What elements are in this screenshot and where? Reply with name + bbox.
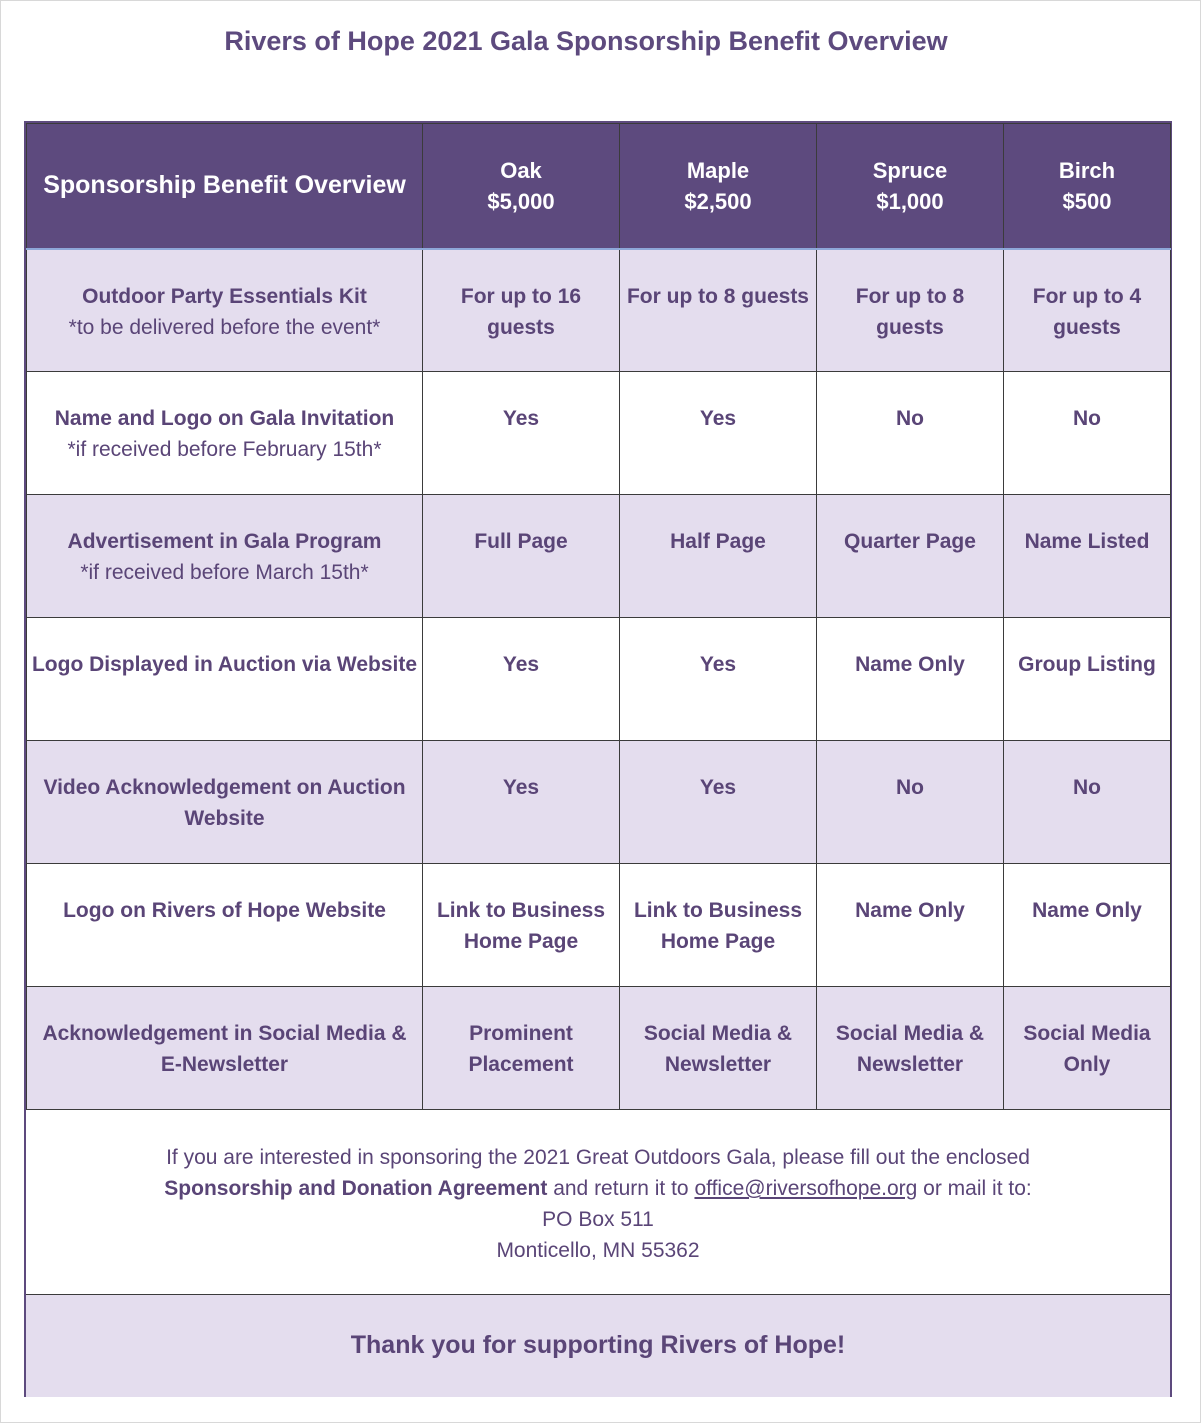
benefit-note: *if received before February 15th*: [67, 438, 382, 461]
thank-you-banner: Thank you for supporting Rivers of Hope!: [26, 1295, 1170, 1397]
value-cell: For up to 4 guests: [1004, 249, 1171, 372]
value-cell: Half Page: [620, 495, 817, 618]
value-cell: Yes: [423, 618, 620, 741]
email-link[interactable]: office@riversofhope.org: [694, 1177, 918, 1200]
table-row: [27, 618, 1171, 741]
value-cell: No: [1004, 372, 1171, 495]
table-row: [27, 987, 1171, 1110]
value-cell: No: [1004, 741, 1171, 864]
benefit-label: Logo on Rivers of Hope Website: [63, 899, 386, 922]
benefit-cell: [27, 987, 423, 1110]
contact-section: [26, 1110, 1170, 1295]
tier-price: $500: [1062, 188, 1112, 214]
value-cell: For up to 8 guests: [817, 249, 1004, 372]
tier-name: Maple: [686, 157, 750, 183]
tier-price: $5,000: [487, 188, 555, 214]
benefit-cell: [27, 495, 423, 618]
value-cell: Yes: [620, 372, 817, 495]
table-header-row: [27, 124, 1171, 249]
benefit-label: Video Acknowledgement on Auction Website: [43, 776, 406, 830]
contact-end: or mail it to:: [917, 1177, 1032, 1200]
value-cell: Yes: [620, 618, 817, 741]
address-line-1: PO Box 511: [542, 1208, 654, 1231]
benefit-label: Outdoor Party Essentials Kit: [82, 284, 367, 308]
value-cell: No: [817, 741, 1004, 864]
table-row: [27, 864, 1171, 987]
sponsorship-sheet: [24, 121, 1172, 1397]
value-cell: For up to 16 guests: [423, 249, 620, 372]
tier-header-maple: [620, 124, 817, 249]
benefit-cell: [27, 618, 423, 741]
benefit-label: Advertisement in Gala Program: [67, 530, 382, 553]
tier-header-birch: [1004, 124, 1171, 249]
tier-price: $2,500: [684, 188, 752, 214]
contact-middle: and return it to: [547, 1177, 695, 1200]
benefit-label: Acknowledgement in Social Media & E-Newsletter: [42, 1022, 407, 1076]
tier-header-spruce: [817, 124, 1004, 249]
value-cell: Social Media & Newsletter: [817, 987, 1004, 1110]
tier-header-oak: [423, 124, 620, 249]
value-cell: Full Page: [423, 495, 620, 618]
value-cell: Group Listing: [1004, 618, 1171, 741]
benefit-cell: [27, 741, 423, 864]
value-cell: Name Only: [817, 618, 1004, 741]
tier-name: Birch: [1058, 157, 1116, 183]
benefit-note: *if received before March 15th*: [80, 561, 369, 584]
tier-price: $1,000: [876, 188, 944, 214]
value-cell: Name Listed: [1004, 495, 1171, 618]
benefit-cell: [27, 372, 423, 495]
table-row: [27, 495, 1171, 618]
benefit-cell: [27, 864, 423, 987]
benefit-label: Name and Logo on Gala Invitation: [54, 407, 395, 430]
value-cell: Link to Business Home Page: [423, 864, 620, 987]
value-cell: Name Only: [817, 864, 1004, 987]
value-cell: Name Only: [1004, 864, 1171, 987]
table-row: [27, 249, 1171, 372]
value-cell: Link to Business Home Page: [620, 864, 817, 987]
value-cell: Quarter Page: [817, 495, 1004, 618]
benefit-cell: [27, 249, 423, 372]
value-cell: Yes: [423, 372, 620, 495]
benefit-note: *to be delivered before the event*: [68, 315, 381, 339]
benefit-label: Logo Displayed in Auction via Website: [31, 653, 418, 676]
address-line-2: Monticello, MN 55362: [496, 1239, 700, 1262]
value-cell: Social Media & Newsletter: [620, 987, 817, 1110]
value-cell: For up to 8 guests: [620, 249, 817, 372]
table-row: [27, 372, 1171, 495]
value-cell: Yes: [620, 741, 817, 864]
agreement-name: Sponsorship and Donation Agreement: [164, 1177, 548, 1200]
contact-intro: If you are interested in sponsoring the 2021 Great Outdoors Gala, please fill out the enclosed: [166, 1146, 1030, 1169]
tier-name: Spruce: [872, 157, 948, 183]
page-title: Rivers of Hope 2021 Gala Sponsorship Benefit Overview: [224, 26, 948, 56]
contact-instructions: [26, 1173, 1170, 1204]
value-cell: No: [817, 372, 1004, 495]
benefit-table: [26, 123, 1171, 1110]
corner-header: Sponsorship Benefit Overview: [27, 124, 423, 249]
value-cell: Social Media Only: [1004, 987, 1171, 1110]
tier-name: Oak: [500, 157, 542, 183]
table-row: [27, 741, 1171, 864]
value-cell: Prominent Placement: [423, 987, 620, 1110]
value-cell: Yes: [423, 741, 620, 864]
